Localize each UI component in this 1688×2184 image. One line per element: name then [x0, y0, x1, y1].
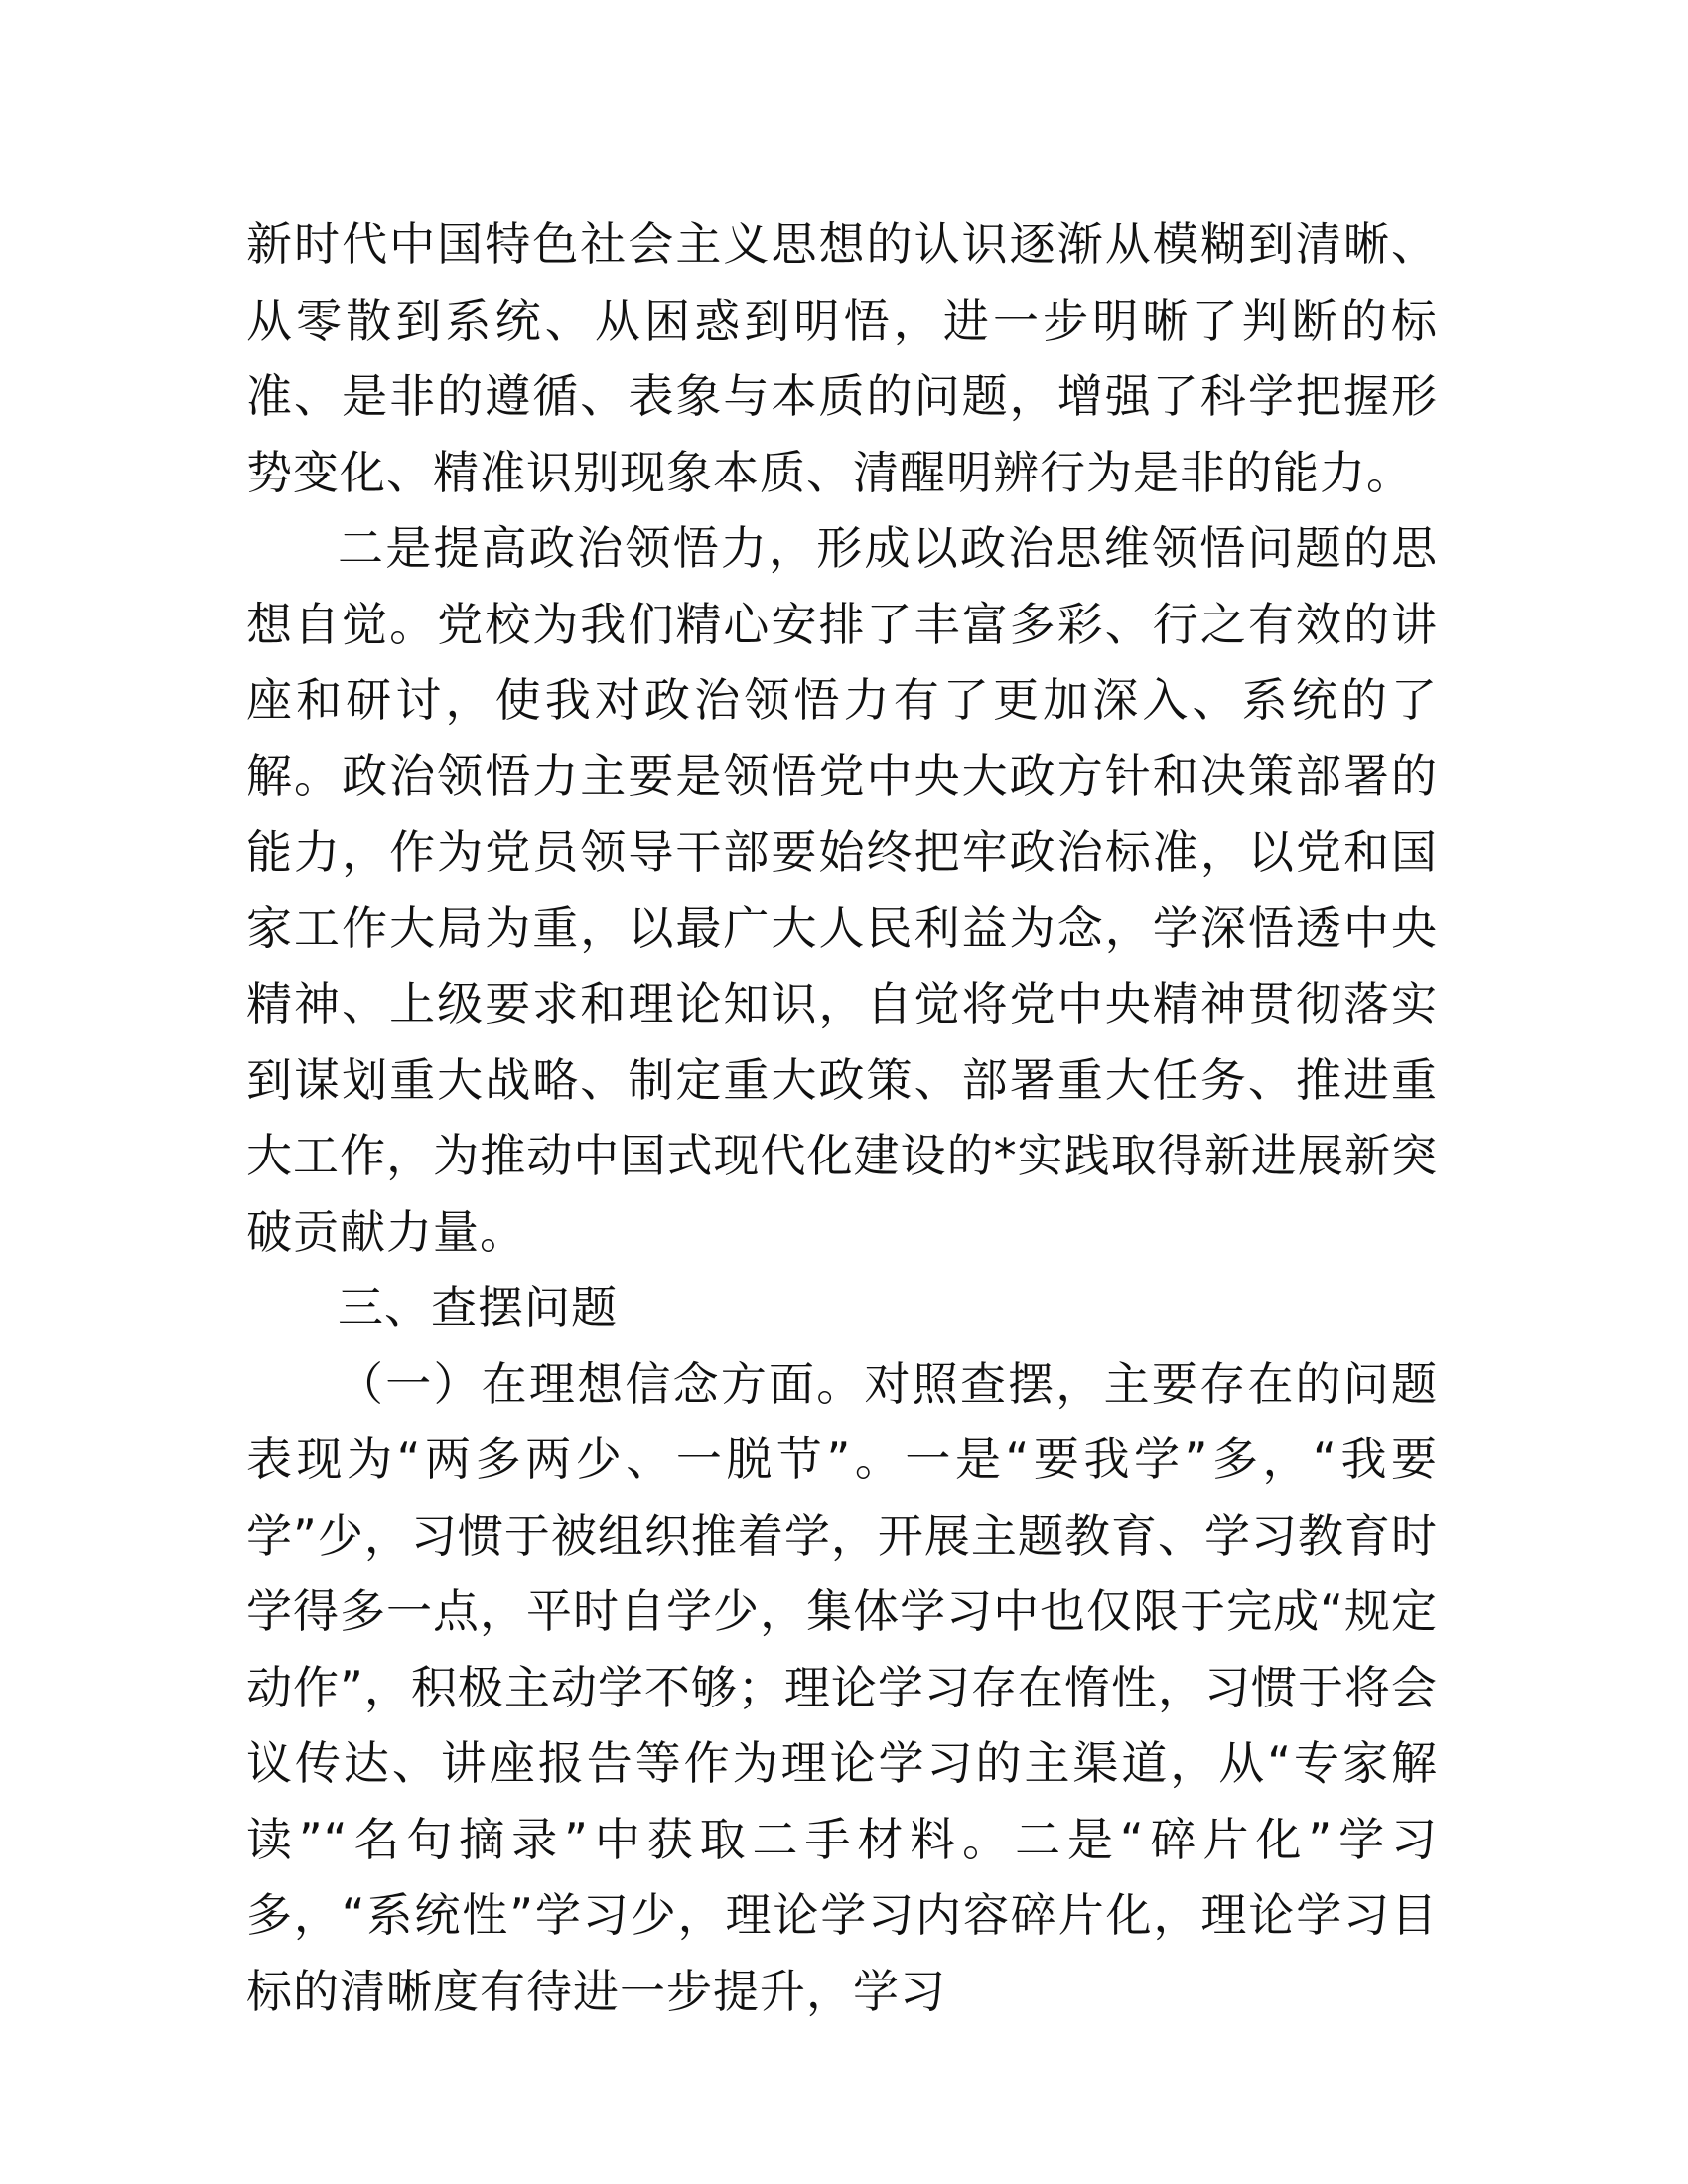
paragraph-ideals-beliefs: （一）在理想信念方面。对照查摆，主要存在的问题表现为“两多两少、一脱节”。一是“要我学”多，“我要学”少，习惯于被组织推着学，开展主题教育、学习教育时学得多一点，平时自学少，集体学习中也仅限于完成“规定动作”，积极主动学不够；理论学习存在惰性，习惯于将会议传达、讲座报告等作为理论学习的主渠道，从“专家解读”“名句摘录”中获取二手材料。二是“碎片化”学习多，“系统性”学习少，理论学习内容碎片化，理论学习目标的清晰度有待进一步提升，学习 — [246, 1356, 1438, 2018]
paragraph-continuation: 新时代中国特色社会主义思想的认识逐渐从模糊到清晰、从零散到系统、从困惑到明悟，进一步明晰了判断的标准、是非的遵循、表象与本质的问题，增强了科学把握形势变化、精准识别现象本质、清醒明辨行为是非的能力。 — [246, 217, 1438, 499]
paragraph-political-comprehension: 二是提高政治领悟力，形成以政治思维领悟问题的思想自觉。党校为我们精心安排了丰富多彩、行之有效的讲座和研讨，使我对政治领悟力有了更加深入、系统的了解。政治领悟力主要是领悟党中央大政方针和决策部署的能力，作为党员领导干部要始终把牢政治标准，以党和国家工作大局为重，以最广大人民利益为念，学深悟透中央精神、上级要求和理论知识，自觉将党中央精神贯彻落实到谋划重大战略、制定重大政策、部署重大任务、推进重大工作，为推动中国式现代化建设的*实践取得新进展新突破贡献力量。 — [246, 521, 1438, 1259]
section-heading: 三、查摆问题 — [338, 1281, 618, 1334]
document-body — [246, 206, 1438, 2029]
